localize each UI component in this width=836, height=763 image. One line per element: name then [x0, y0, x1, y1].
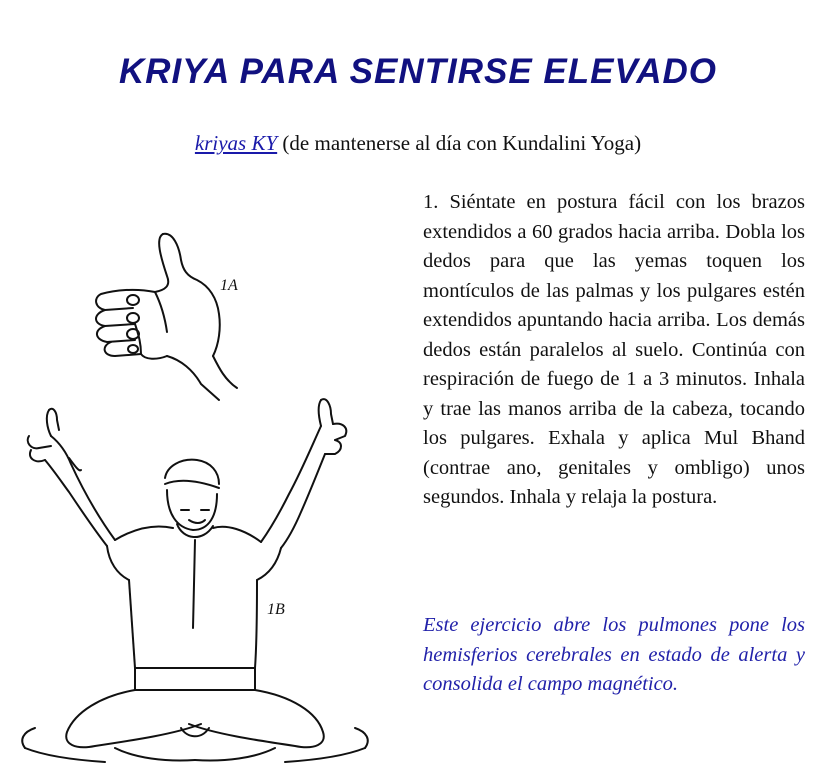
subtitle-text: (de mantenerse al día con Kundalini Yoga) [277, 131, 642, 155]
seated-figure-drawing [22, 399, 368, 762]
benefit-note: Este ejercicio abre los pulmones pone los hemisferios cerebrales en estado de alerta y consolida el campo magnético. [423, 614, 805, 695]
kriyas-ky-link[interactable]: kriyas KY [194, 131, 278, 155]
figure-label-1b: 1B [267, 601, 285, 618]
subtitle [0, 131, 836, 156]
hand-detail-drawing [96, 234, 237, 400]
yoga-pose-illustration [5, 228, 415, 763]
figure-label-1a: 1A [220, 277, 238, 294]
page-title: KRIYA PARA SENTIRSE ELEVADO [118, 52, 718, 91]
instructions-text: 1. Siéntate en postura fácil con los brazos extendidos a 60 grados hacia arriba. Dobla los dedos para que las yemas toquen los montículos de las palmas y los pulgares estén extendidos apuntando hacia arriba. Los demás dedos están paralelos al suelo. Continúa con respiración de fuego de 1 a 3 minutos. Inhala y trae las manos arriba de la cabeza, tocando los pulgares. Exhala y aplica Mul Bhand (contrae ano, genitales y ombligo) unos segundos. Inhala y relaja la postura. [423, 191, 805, 508]
